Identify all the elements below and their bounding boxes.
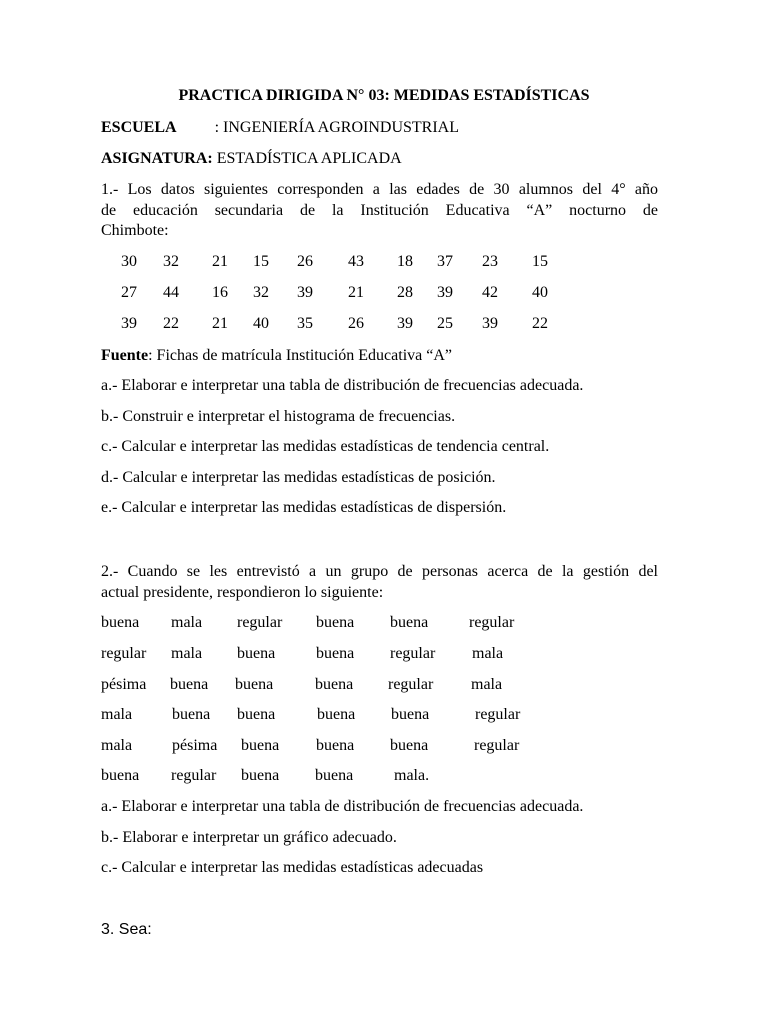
page-title: PRACTICA DIRIGIDA N° 03: MEDIDAS ESTADÍSTICAS	[178, 87, 590, 104]
age-value: 40	[253, 315, 269, 332]
response-value: buena	[101, 614, 140, 631]
problem1-task-c: c.- Calcular e interpretar las medidas estadísticas de tendencia central.	[101, 438, 550, 455]
response-value: buena	[237, 645, 276, 662]
age-value: 32	[163, 253, 179, 270]
problem1-statement-line2: de educación secundaria de la Institución Educativa “A” nocturno de	[101, 202, 658, 219]
response-value: buena	[315, 676, 354, 693]
response-value: mala	[472, 645, 504, 662]
response-value: mala	[471, 676, 503, 693]
problem2-task-c: c.- Calcular e interpretar las medidas estadísticas adecuadas	[101, 859, 484, 876]
problem1-task-a: a.- Elaborar e interpretar una tabla de distribución de frecuencias adecuada.	[101, 377, 584, 394]
problem1-task-e: e.- Calcular e interpretar las medidas estadísticas de dispersión.	[101, 499, 507, 516]
response-value: buena	[235, 676, 274, 693]
age-value: 43	[348, 253, 364, 270]
age-value: 39	[397, 315, 413, 332]
age-value: 32	[253, 284, 269, 301]
problem2-statement-line1: 2.- Cuando se les entrevistó a un grupo de personas acerca de la gestión del	[101, 563, 658, 580]
age-value: 25	[437, 315, 453, 332]
age-value: 21	[212, 253, 228, 270]
age-value: 42	[482, 284, 498, 301]
response-value: buena	[390, 737, 429, 754]
problem1-statement-line3: Chimbote:	[101, 222, 169, 239]
problem1-task-d: d.- Calcular e interpretar las medidas estadísticas de posición.	[101, 469, 496, 486]
age-value: 22	[163, 315, 179, 332]
response-value: buena	[317, 706, 356, 723]
problem2-statement-line2: actual presidente, respondieron lo siguiente:	[101, 584, 384, 601]
escuela-label: ESCUELA	[101, 119, 177, 136]
response-value: mala	[171, 645, 203, 662]
asignatura-value: ESTADÍSTICA APLICADA	[212, 150, 402, 167]
age-value: 16	[212, 284, 228, 301]
age-value: 39	[121, 315, 137, 332]
response-value: regular	[237, 614, 283, 631]
response-value: buena	[391, 706, 430, 723]
response-value: buena	[172, 706, 211, 723]
asignatura-row	[101, 149, 402, 169]
age-value: 40	[532, 284, 548, 301]
response-value: buena	[316, 614, 355, 631]
response-value: buena	[390, 614, 429, 631]
age-value: 23	[482, 253, 498, 270]
response-value: buena	[316, 737, 355, 754]
age-value: 28	[397, 284, 413, 301]
age-value: 39	[482, 315, 498, 332]
response-value: mala	[101, 706, 133, 723]
response-value: regular	[101, 645, 147, 662]
age-value: 21	[212, 315, 228, 332]
response-value: buena	[170, 676, 209, 693]
source-label: Fuente	[101, 347, 149, 364]
problem1-source	[101, 346, 452, 366]
source-text: : Fichas de matrícula Institución Educativa “A”	[148, 347, 453, 364]
age-value: 30	[121, 253, 137, 270]
response-value: buena	[241, 767, 280, 784]
age-value: 21	[348, 284, 364, 301]
age-value: 26	[297, 253, 313, 270]
age-value: 22	[532, 315, 548, 332]
response-value: regular	[171, 767, 217, 784]
problem2-task-b: b.- Elaborar e interpretar un gráfico adecuado.	[101, 829, 397, 846]
age-value: 39	[297, 284, 313, 301]
problem2-task-a: a.- Elaborar e interpretar una tabla de distribución de frecuencias adecuada.	[101, 798, 584, 815]
age-value: 37	[437, 253, 453, 270]
age-value: 18	[397, 253, 413, 270]
age-value: 39	[437, 284, 453, 301]
response-value: regular	[469, 614, 515, 631]
escuela-value: : INGENIERÍA AGROINDUSTRIAL	[214, 119, 460, 136]
age-value: 15	[532, 253, 548, 270]
asignatura-label: ASIGNATURA:	[101, 150, 213, 167]
response-value: buena	[316, 645, 355, 662]
age-value: 26	[348, 315, 364, 332]
problem1-statement-line1: 1.- Los datos siguientes corresponden a las edades de 30 alumnos del 4° año	[101, 181, 658, 198]
response-value: mala.	[394, 767, 430, 784]
response-value: regular	[475, 706, 521, 723]
problem3-label: 3. Sea:	[101, 921, 152, 938]
response-value: mala	[171, 614, 203, 631]
age-value: 35	[297, 315, 313, 332]
age-value: 15	[253, 253, 269, 270]
problem1-task-b: b.- Construir e interpretar el histograma de frecuencias.	[101, 408, 456, 425]
response-value: pésima	[101, 676, 147, 693]
response-value: buena	[315, 767, 354, 784]
response-value: pésima	[172, 737, 218, 754]
age-value: 44	[163, 284, 179, 301]
response-value: regular	[388, 676, 434, 693]
response-value: buena	[101, 767, 140, 784]
response-value: buena	[237, 706, 276, 723]
response-value: buena	[241, 737, 280, 754]
age-value: 27	[121, 284, 137, 301]
response-value: regular	[474, 737, 520, 754]
response-value: mala	[101, 737, 133, 754]
escuela-row	[101, 118, 459, 138]
response-value: regular	[390, 645, 436, 662]
